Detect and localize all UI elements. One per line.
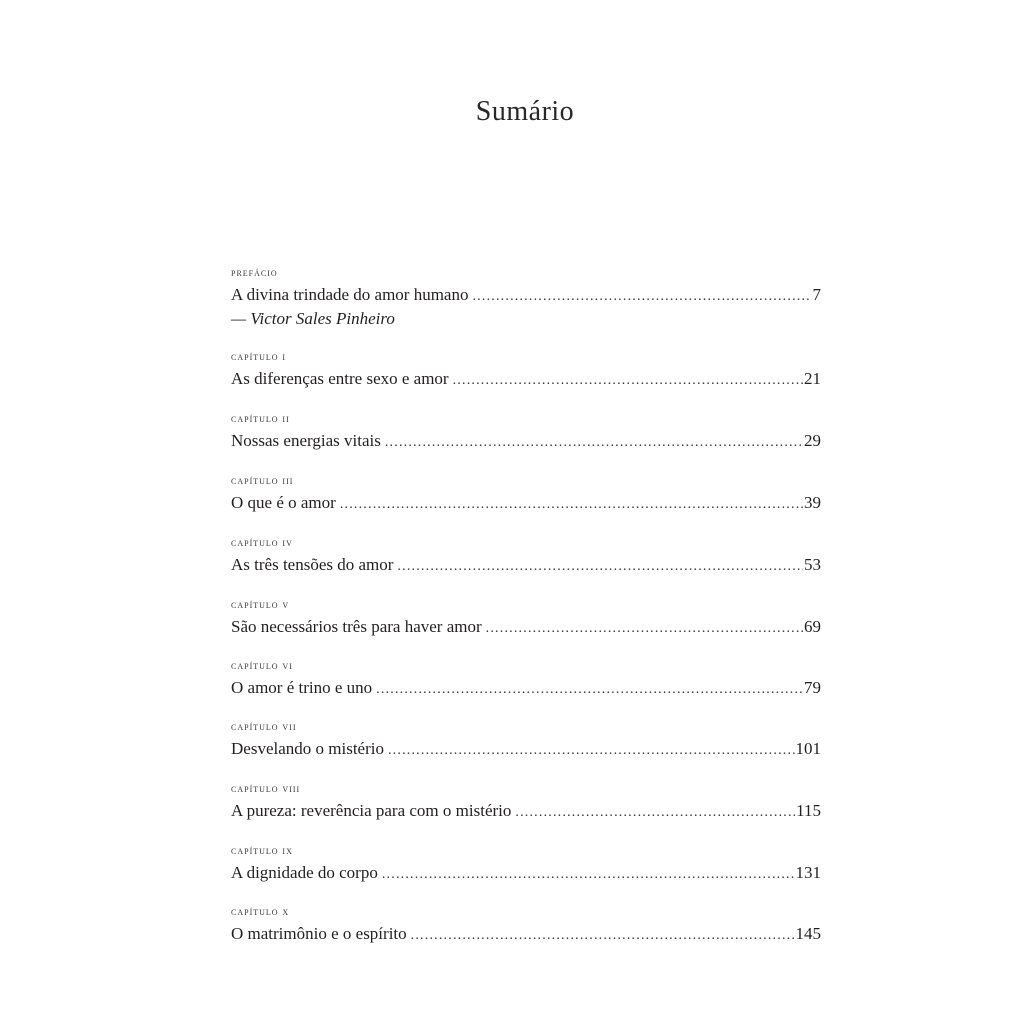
toc-entry-page: 69 xyxy=(804,617,821,636)
toc-entry-line xyxy=(231,800,821,824)
dot-leader xyxy=(376,679,803,701)
dot-leader xyxy=(385,432,803,454)
toc-entry-label: prefácio xyxy=(231,267,278,279)
toc-entry-title: Nossas energias vitais xyxy=(231,431,381,450)
toc-entry-page: 53 xyxy=(804,555,821,574)
toc-entry-title: O que é o amor xyxy=(231,493,336,512)
toc-entry-line xyxy=(231,616,821,640)
toc-entry-page: 101 xyxy=(795,739,821,758)
toc-entry-label: capítulo vi xyxy=(231,660,293,672)
dot-leader xyxy=(397,556,803,578)
toc-entry-title: O matrimônio e o espírito xyxy=(231,924,407,943)
toc-entry-title: As três tensões do amor xyxy=(231,555,394,574)
toc-entry-line xyxy=(231,554,821,578)
toc-entry-line xyxy=(231,738,821,762)
toc-entry-title: Desvelando o mistério xyxy=(231,739,384,758)
toc-entry-chapter-7 xyxy=(231,720,821,762)
toc-entry-label: capítulo viii xyxy=(231,783,301,795)
toc-entry-author: — Victor Sales Pinheiro xyxy=(231,309,395,328)
toc-entry-label: capítulo i xyxy=(231,351,287,363)
toc-entry-title: A divina trindade do amor humano xyxy=(231,285,469,304)
toc-entry-chapter-1 xyxy=(231,350,821,392)
toc-entry-label: capítulo vii xyxy=(231,721,297,733)
toc-entry-label: capítulo iii xyxy=(231,475,294,487)
dot-leader xyxy=(388,740,795,762)
toc-entry-label: capítulo v xyxy=(231,599,290,611)
toc-entry-line xyxy=(231,430,821,454)
dot-leader xyxy=(486,618,803,640)
toc-entry-line xyxy=(231,284,821,308)
toc-entry-line xyxy=(231,677,821,701)
toc-entry-chapter-10 xyxy=(231,905,821,947)
toc-entry-line xyxy=(231,492,821,516)
dot-leader xyxy=(411,925,795,947)
toc-entry-title: A pureza: reverência para com o mistério xyxy=(231,801,512,820)
dot-leader xyxy=(515,802,795,824)
toc-entry-page: 145 xyxy=(795,924,821,943)
toc-entry-preface xyxy=(231,266,821,330)
toc-entry-line xyxy=(231,862,821,886)
toc-entry-label: capítulo iv xyxy=(231,537,293,549)
toc-entry-line xyxy=(231,368,821,392)
toc-entry-label: capítulo x xyxy=(231,906,290,918)
toc-entry-chapter-9 xyxy=(231,844,821,886)
toc-entry-page: 21 xyxy=(804,369,821,388)
toc-entry-line xyxy=(231,923,821,947)
toc-entry-page: 29 xyxy=(804,431,821,450)
toc-entry-chapter-6 xyxy=(231,659,821,701)
toc-entry-chapter-3 xyxy=(231,474,821,516)
toc-entry-page: 39 xyxy=(804,493,821,512)
toc-entry-page: 115 xyxy=(796,801,821,820)
toc-entry-chapter-2 xyxy=(231,412,821,454)
page-title: Sumário xyxy=(475,96,575,127)
toc-entry-title: O amor é trino e uno xyxy=(231,678,373,697)
dot-leader xyxy=(472,286,811,308)
toc-entry-chapter-8 xyxy=(231,782,821,824)
toc-entry-label: capítulo ix xyxy=(231,845,293,857)
toc-entry-page: 79 xyxy=(804,678,821,697)
dot-leader xyxy=(340,494,803,516)
toc-entry-page: 7 xyxy=(812,285,821,304)
toc-entry-chapter-4 xyxy=(231,536,821,578)
dot-leader xyxy=(453,370,803,392)
toc-entry-chapter-5 xyxy=(231,598,821,640)
toc-entry-title: São necessários três para haver amor xyxy=(231,617,482,636)
toc-entry-page: 131 xyxy=(795,863,821,882)
toc-entry-title: A dignidade do corpo xyxy=(231,863,378,882)
toc-entry-label: capítulo ii xyxy=(231,413,290,425)
toc-entry-title: As diferenças entre sexo e amor xyxy=(231,369,449,388)
dot-leader xyxy=(382,864,795,886)
